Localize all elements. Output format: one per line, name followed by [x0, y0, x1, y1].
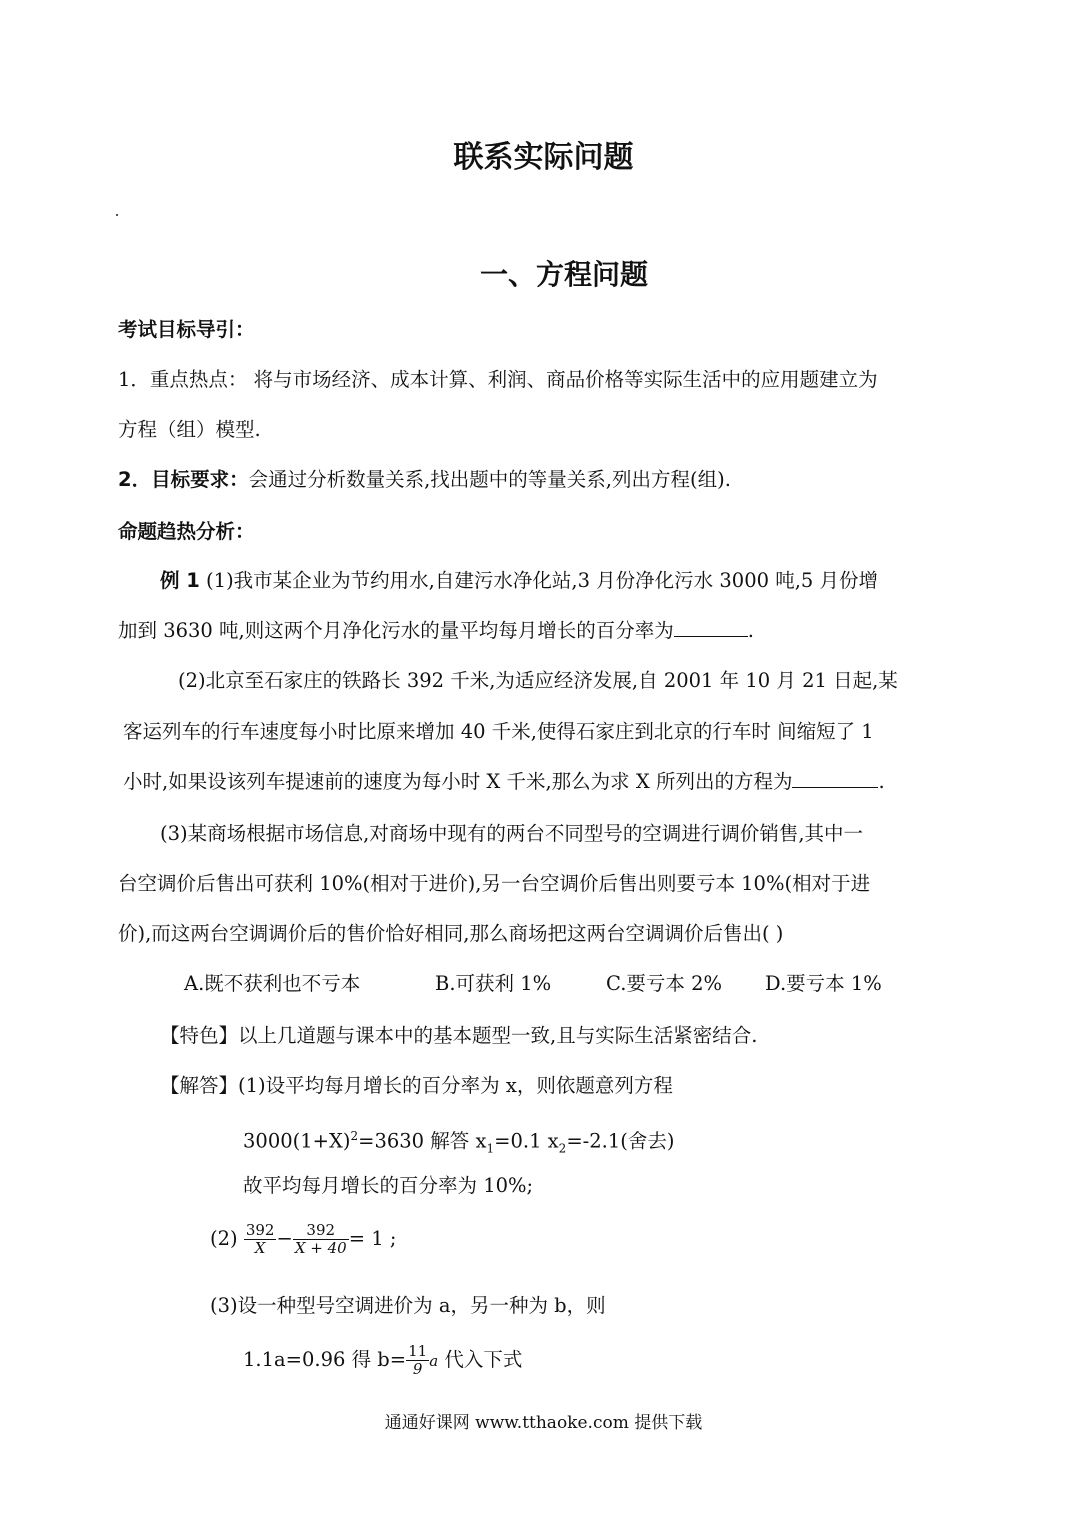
eq-sub2: 2	[558, 1141, 567, 1156]
q1-line1: (1)我市某企业为节约用水,自建污水净化站,3 月份净化污水 3000 吨,5 月份增	[199, 569, 879, 592]
page-footer: 通通好课网 www.tthaoke.com 提供下载	[384, 1413, 703, 1433]
option-a: A.既不获利也不亏本	[184, 972, 361, 995]
item1-label: 1．重点热点：	[118, 368, 248, 391]
option-b: B.可获利 1%	[435, 972, 552, 995]
answer-blank	[792, 769, 878, 788]
q2-line3-text: 小时,如果设该列车提速前的速度为每小时 X 千米,那么为求 X 所列出的方程为	[123, 770, 793, 793]
fraction-denominator: 9	[412, 1360, 423, 1378]
feature-line: 【特色】以上几道题与课本中的基本题型一致,且与实际生活紧密结合.	[160, 1024, 758, 1047]
q2-end: .	[878, 770, 885, 793]
q1-line2	[118, 617, 754, 645]
answer-part3: (3)设一种型号空调进价为 a，另一种为 b，则	[210, 1294, 606, 1317]
eq-exponent: 2	[350, 1129, 359, 1143]
p3-eq-part-b: 代入下式	[438, 1348, 523, 1371]
example1-label: 例 1	[160, 569, 200, 592]
fraction-denominator: X	[254, 1239, 266, 1257]
item2	[118, 466, 731, 494]
q2-line1: (2)北京至石家庄的铁路长 392 千米,为适应经济发展,自 2001 年 10 月 21 日起,某	[178, 669, 898, 692]
fraction-numerator: 11	[408, 1342, 428, 1360]
answer-equation-1	[243, 1122, 674, 1162]
q3-line1: (3)某商场根据市场信息,对商场中现有的两台不同型号的空调进行调价销售,其中一	[160, 822, 864, 845]
answer-line1: 【解答】(1)设平均每月增长的百分率为 x，则依题意列方程	[160, 1074, 673, 1097]
q3-line2: 台空调价后售出可获利 10%(相对于进价),另一台空调价后售出则要亏本 10%(相对于进	[118, 872, 871, 895]
item2-label: 2．目标要求：	[118, 468, 249, 491]
fraction-denominator: X + 40	[294, 1239, 347, 1257]
fraction-11-over-9	[406, 1343, 429, 1378]
page-title: 联系实际问题	[453, 140, 634, 175]
p3-eq-part-a: 1.1a=0.96 得 b=	[243, 1348, 407, 1371]
fraction-numerator: 392	[293, 1222, 349, 1240]
fraction-392-over-x	[244, 1222, 277, 1257]
eq-sub1: 1	[486, 1141, 495, 1156]
answer-conclusion: 故平均每月增长的百分率为 10%;	[243, 1174, 534, 1197]
analysis-heading: 命题趋热分析：	[118, 520, 255, 543]
goals-heading: 考试目标导引：	[118, 318, 255, 341]
answer-blank	[674, 618, 748, 637]
example1-line1	[160, 567, 878, 595]
answer-part2	[210, 1222, 396, 1257]
q1-line2-text: 加到 3630 吨,则这两个月净化污水的量平均每月增长的百分率为	[118, 619, 674, 642]
item1-line1	[118, 366, 878, 394]
item2-text: 会通过分析数量关系,找出题中的等量关系,列出方程(组).	[248, 468, 731, 491]
variable-a: a	[429, 1352, 439, 1370]
stray-dot	[116, 214, 118, 216]
q2-line3	[123, 768, 885, 796]
item1-line2: 方程（组）模型.	[118, 418, 261, 441]
item1-text-line1: 将与市场经济、成本计算、利润、商品价格等实际生活中的应用题建立为	[247, 368, 878, 391]
fraction-392-over-x-plus-40	[293, 1222, 349, 1257]
minus-sign: −	[276, 1227, 293, 1250]
option-c: C.要亏本 2%	[606, 972, 723, 995]
section-title: 一、方程问题	[480, 258, 649, 291]
eq-part-d: =-2.1(舍去)	[566, 1129, 675, 1153]
eq-part-a: 3000(1+X)	[243, 1129, 351, 1153]
q2-line2: 客运列车的行车速度每小时比原来增加 40 千米,使得石家庄到北京的行车时 间缩短了 1	[123, 720, 874, 743]
part2-label: (2)	[210, 1227, 238, 1250]
part2-rest: = 1 ;	[348, 1227, 397, 1250]
q3-line3: 价),而这两台空调调价后的售价恰好相同,那么商场把这两台空调调价后售出( )	[118, 922, 784, 945]
option-d: D.要亏本 1%	[765, 972, 882, 995]
eq-part-c: =0.1 x	[494, 1129, 559, 1153]
q1-end: .	[747, 619, 754, 642]
eq-part-b: =3630 解答 x	[358, 1129, 487, 1153]
fraction-numerator: 392	[245, 1221, 275, 1239]
answer-part3-equation	[243, 1343, 522, 1378]
